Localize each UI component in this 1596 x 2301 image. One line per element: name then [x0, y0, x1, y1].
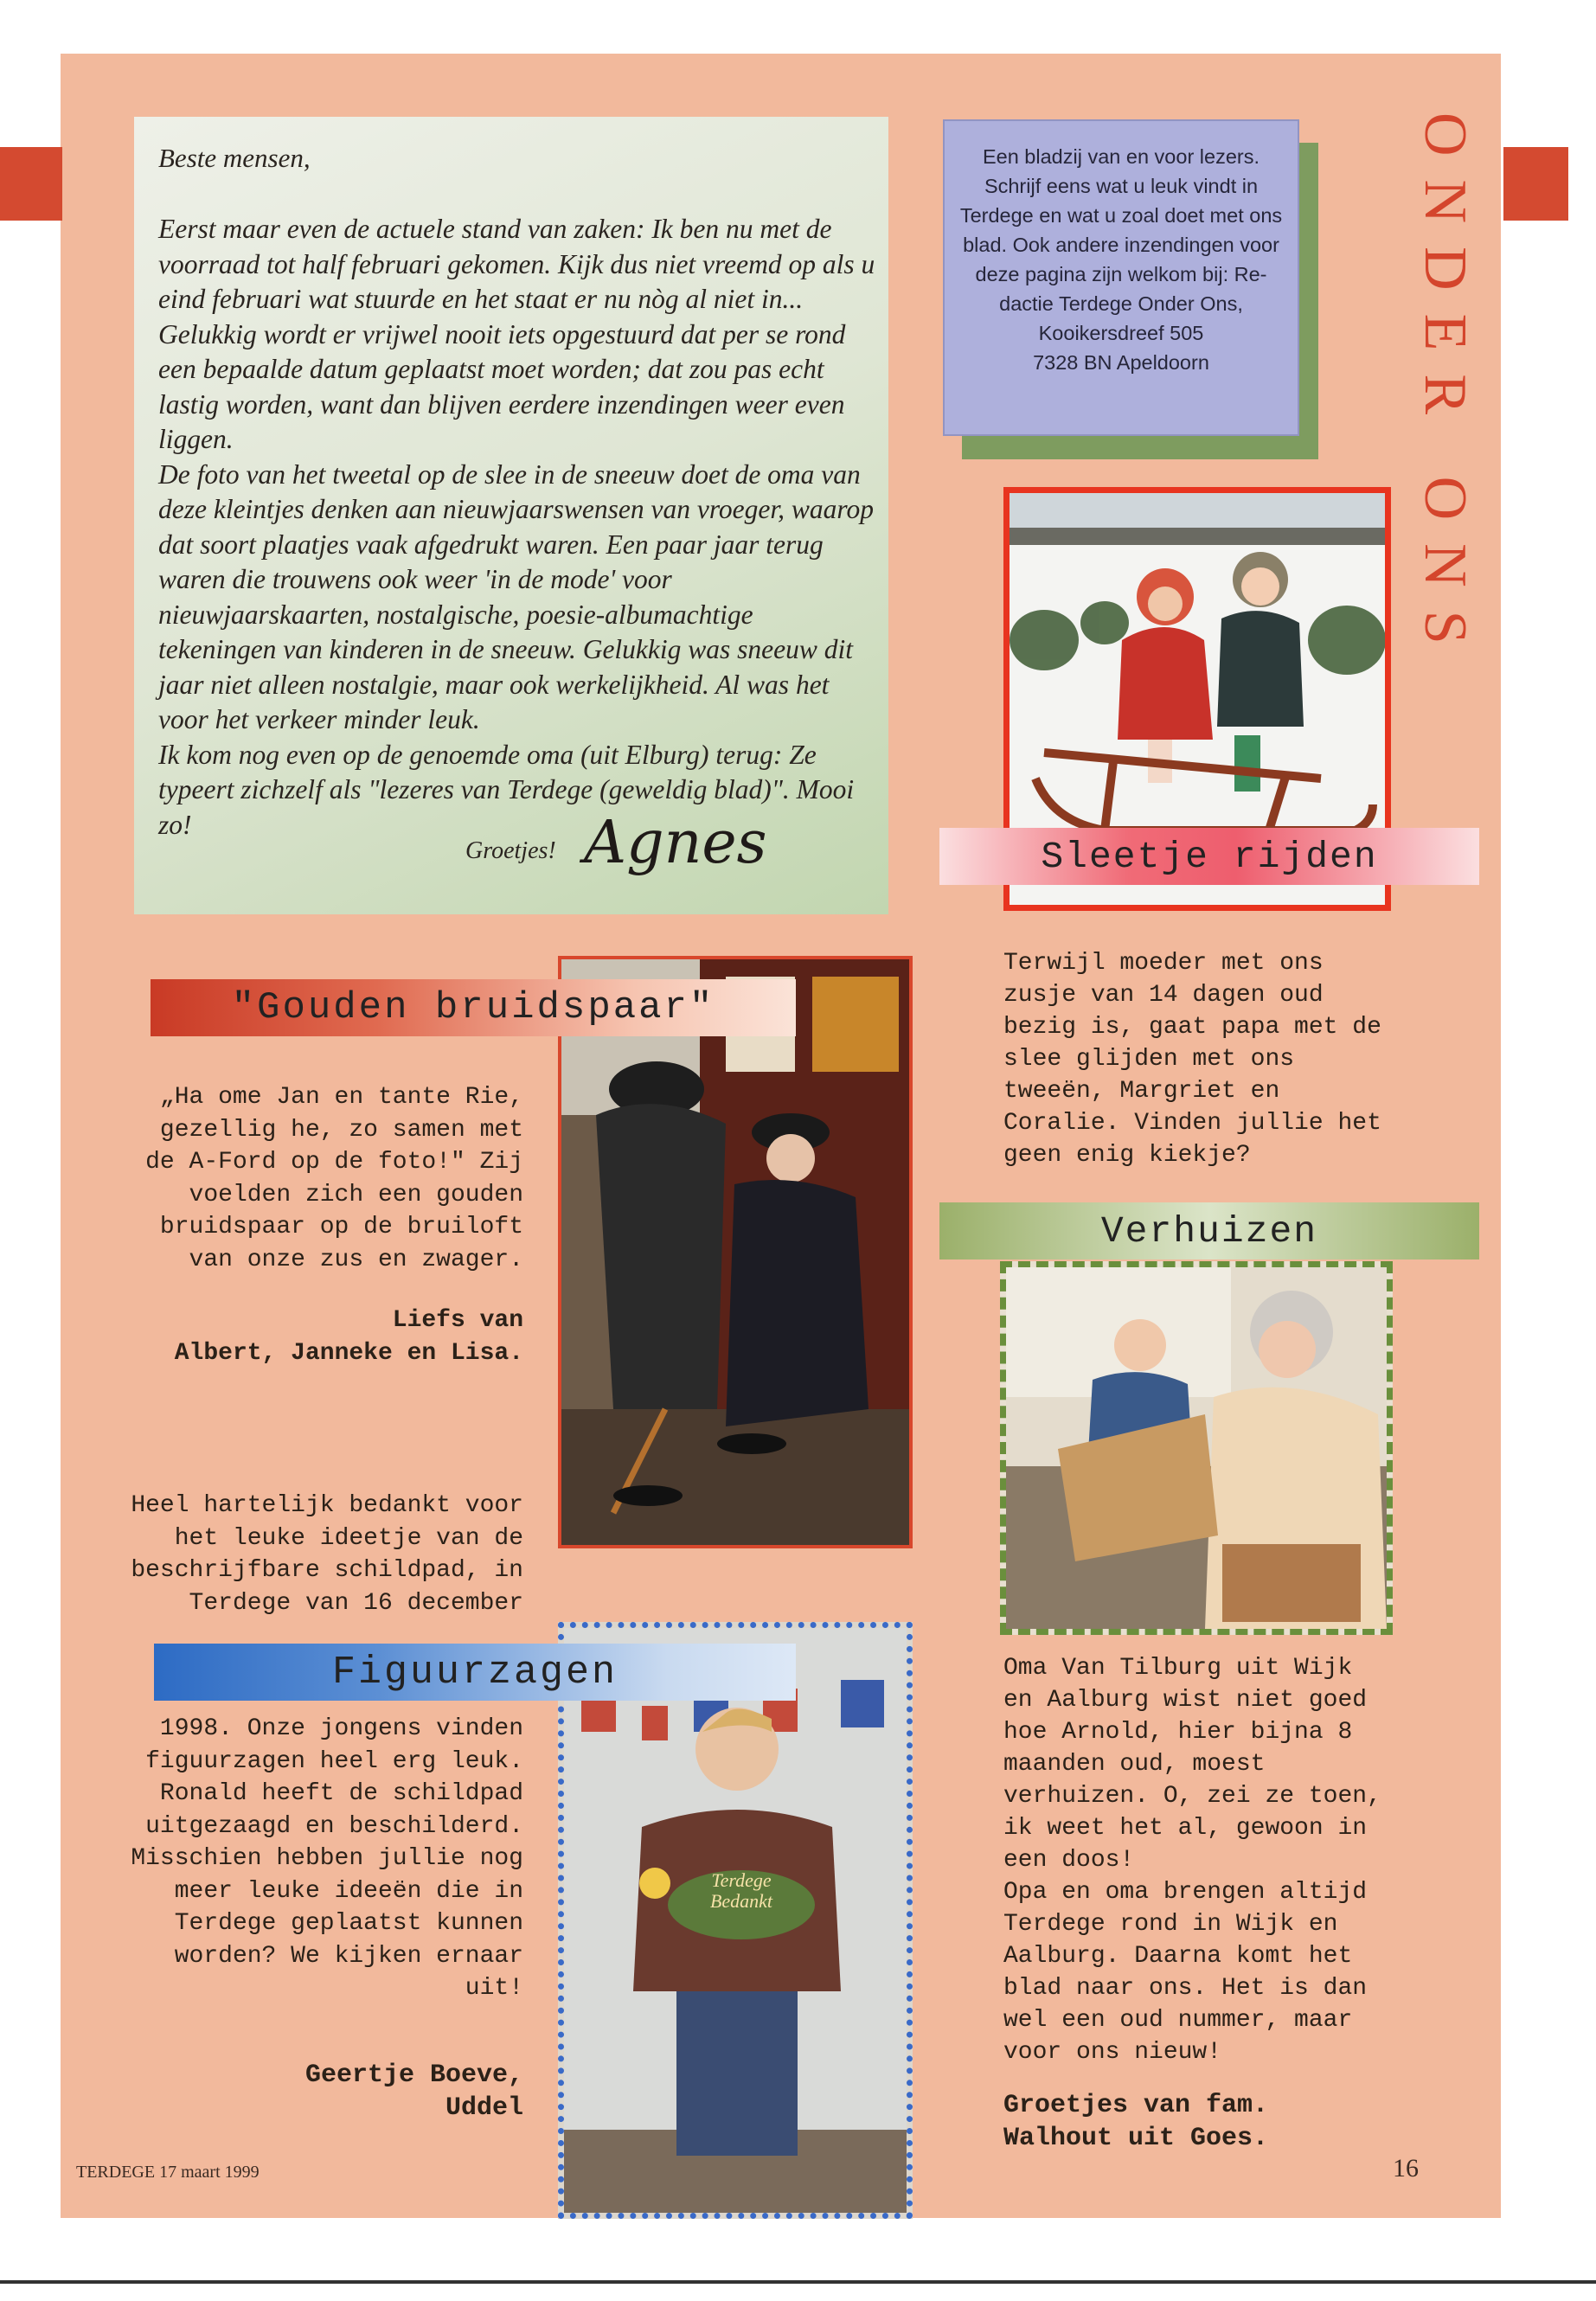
couple-heading: "Gouden bruidspaar": [151, 979, 796, 1036]
puzzle-signoff: Geertje Boeve, Uddel: [304, 2061, 523, 2123]
page-number: 16: [1393, 2154, 1419, 2182]
left-red-tab: [0, 147, 62, 221]
letter-body: Eerst maar even de actuele stand van zaken: Ik ben nu met de voorraad tot half februari gekomen. Kijk dus niet vreemd op als u eind februari wat stuurde en het staat er nu nòg al niet in... Gelukkig wordt er vrijwel nooit iets opgestuurd dat per se rond een bepaalde datum geplaatst moet worden; dat zou pas echt lastig worden, want dan blijven eerdere inzendingen weer even liggen. De foto van het tweetal op de slee in de sneeuw doet de oma van deze kleintjes denken aan nieuwjaarswensen van vroeger, waarop dat soort plaatjes vaak afgedrukt waren. Een paar jaar terug waren die trouwens ook weer 'in de mode' voor nieuwjaarskaarten, nostalgische, poesie-albumachtige tekeningen van kinderen in de sneeuw. Gelukkig was sneeuw dit jaar niet alleen nostalgie, maar ook werkelijkheid. Al was het voor het verkeer minder leuk. Ik kom nog even op de genoemde oma (uit Elburg) terug: Ze typeert zichzelf als "lezeres van Terdege (geweldig blad)". Mooi zo!: [158, 214, 875, 840]
couple-text: „Ha ome Jan en tante Rie, gezellig he, zo samen met de A-Ford op de foto!" Zij voelden zich een gouden bruidspaar op de bruiloft van onze zus en zwager.: [145, 1084, 523, 1273]
couple-signoff: Liefs van Albert, Janneke en Lisa.: [174, 1307, 523, 1367]
couple-photo: [558, 956, 913, 1548]
signature: Agnes: [584, 809, 767, 877]
moving-heading: Verhuizen: [939, 1202, 1479, 1259]
puzzle-intro: Heel hartelijk bedankt voor het leuke ideetje van de beschrijfbare schildpad, in Terdege van 16 december: [131, 1492, 523, 1617]
turtle-sign-label: Terdege Bedankt: [709, 1869, 773, 1912]
letter-salutation: Beste mensen,: [158, 143, 311, 173]
bottom-rule: [0, 2280, 1596, 2284]
right-red-tab: [1503, 147, 1568, 221]
puzzle-photo: [558, 1622, 913, 2219]
moving-text: Oma Van Tilburg uit Wijk en Aalburg wist niet goed hoe Arnold, hier bijna 8 maanden oud, moest verhuizen. O, zei ze toen, ik weet het al, gewoon in een doos! Opa en oma brengen altijd Terdege rond in Wijk en Aalburg. Daarna komt het blad naar ons. Het is dan wel een oud nummer, maar voor ons nieuw!: [1003, 1655, 1381, 2066]
footer-publication: TERDEGE 17 maart 1999: [76, 2163, 260, 2182]
info-text: Een bladzij van en voor lezers. Schrijf eens wat u leuk vindt in Terdege en wat u zoal doet met ons blad. Ook andere inzendingen voor deze pagina zijn welkom bij: Re-dactie Terdege Onder Ons, Kooikersdreef 505 7328 BN Apeldoorn: [959, 145, 1283, 374]
sled-text: Terwijl moeder met ons zusje van 14 dagen oud bezig is, gaat papa met de slee glijden met ons tweeën, Margriet en Coralie. Vinden jullie het geen enig kiekje?: [1003, 950, 1381, 1169]
puzzle-text: 1998. Onze jongens vinden figuurzagen heel erg leuk. Ronald heeft de schildpad uitgezaagd en beschilderd. Misschien hebben jullie nog meer leuke ideeën die in Terdege geplaatst kunnen worden? We kijken ernaar uit!: [131, 1715, 523, 2002]
moving-signoff: Groetjes van fam. Walhout uit Goes.: [1003, 2091, 1269, 2153]
info-box: [943, 119, 1299, 436]
section-title: ONDER ONS: [1412, 112, 1478, 668]
moving-photo: [1000, 1261, 1393, 1635]
editor-letter: [134, 117, 888, 914]
letter-closing: Groetjes!: [465, 837, 556, 864]
puzzle-heading: Figuurzagen: [154, 1644, 796, 1701]
sled-heading: Sleetje rijden: [939, 828, 1479, 885]
